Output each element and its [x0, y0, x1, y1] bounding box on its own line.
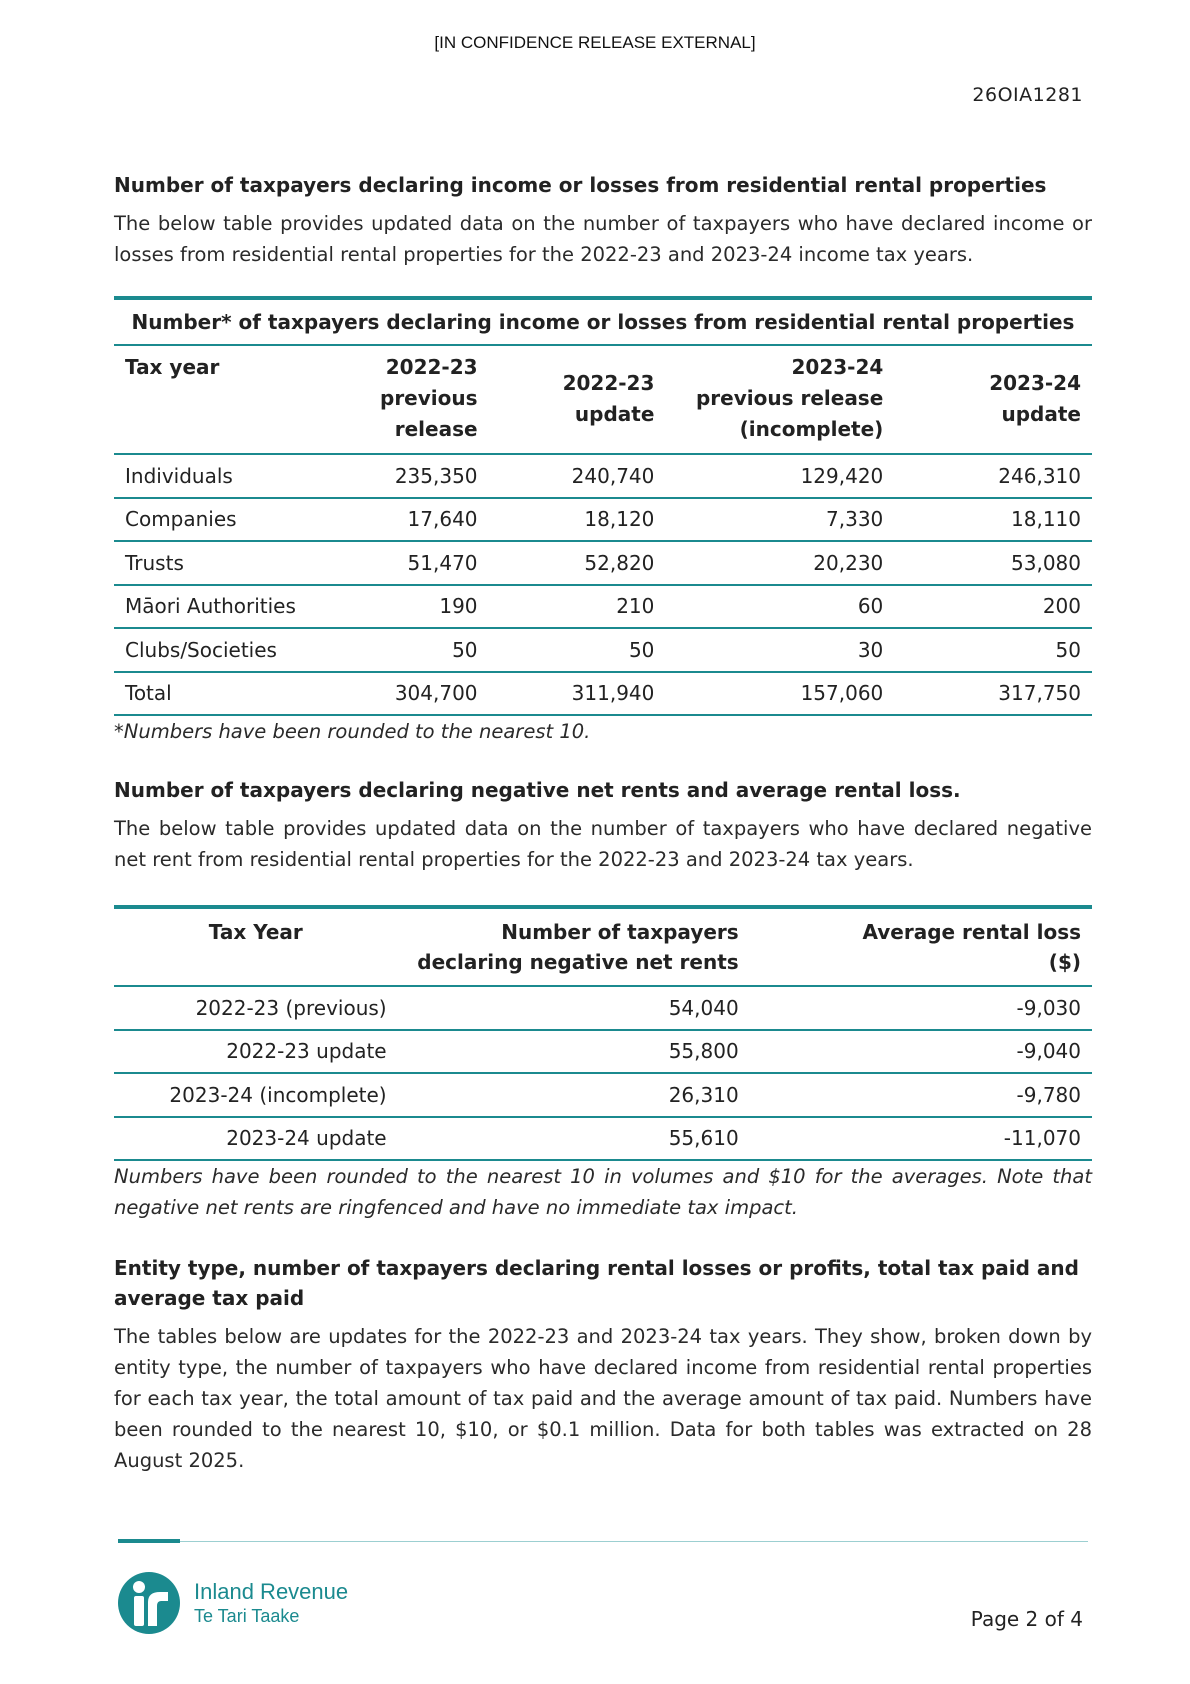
section1-heading: Number of taxpayers declaring income or losses from residential rental properties	[114, 173, 1047, 197]
table-cell: 52,820	[489, 541, 666, 585]
table-cell: 18,120	[489, 498, 666, 542]
table1-footnote: *Numbers have been rounded to the nearest 10.	[114, 720, 591, 743]
table-row	[114, 454, 1092, 498]
table-cell: Total	[114, 672, 322, 716]
org-name-maori: Te Tari Taake	[194, 1606, 300, 1626]
org-name: Inland Revenue	[194, 1579, 349, 1604]
classification-banner: [IN CONFIDENCE RELEASE EXTERNAL]	[434, 33, 756, 52]
table-cell: 2023-24 update	[114, 1117, 398, 1161]
footer-divider-accent	[118, 1539, 180, 1543]
table2-header-row	[114, 907, 1092, 986]
table-cell: 7,330	[665, 498, 894, 542]
table-row	[114, 541, 1092, 585]
table-cell: Clubs/Societies	[114, 628, 322, 672]
footer-divider	[118, 1541, 1088, 1542]
table-cell: 53,080	[894, 541, 1092, 585]
page-number: Page 2 of 4	[970, 1607, 1083, 1631]
table-cell: 200	[894, 585, 1092, 629]
table-cell: -9,040	[750, 1030, 1092, 1074]
table1-header-2022-23-previous: 2022-23 previous release	[322, 345, 488, 454]
table-cell: 54,040	[398, 986, 750, 1030]
table-cell: 26,310	[398, 1073, 750, 1117]
rental-income-table	[114, 296, 1092, 716]
table1-header-2023-24-previous: 2023-24 previous release (incomplete)	[665, 345, 894, 454]
table-cell: 50	[894, 628, 1092, 672]
table-row	[114, 986, 1092, 1030]
table-cell: Māori Authorities	[114, 585, 322, 629]
table-row	[114, 1030, 1092, 1074]
table-cell: 2022-23 update	[114, 1030, 398, 1074]
table-cell: 157,060	[665, 672, 894, 716]
table-cell: 60	[665, 585, 894, 629]
section1-body: The below table provides updated data on the number of taxpayers who have declared income or losses from residential rental properties for the 2022-23 and 2023-24 income tax years.	[114, 212, 1092, 266]
table-row	[114, 1117, 1092, 1161]
table-cell: 317,750	[894, 672, 1092, 716]
reference-number: 26OIA1281	[972, 84, 1083, 106]
table-cell: -9,030	[750, 986, 1092, 1030]
org-logo-text	[194, 1579, 348, 1627]
table1-header-2022-23-update: 2022-23 update	[489, 345, 666, 454]
section2-heading: Number of taxpayers declaring negative net rents and average rental loss.	[114, 778, 961, 802]
table-cell: 55,800	[398, 1030, 750, 1074]
negative-net-rents-table	[114, 905, 1092, 1161]
table-cell: 18,110	[894, 498, 1092, 542]
table-cell: 190	[322, 585, 488, 629]
table-cell: 240,740	[489, 454, 666, 498]
table-cell: 246,310	[894, 454, 1092, 498]
table1-caption: Number* of taxpayers declaring income or losses from residential rental properties	[114, 298, 1092, 345]
table-cell: Individuals	[114, 454, 322, 498]
table-cell: -9,780	[750, 1073, 1092, 1117]
table-cell: 50	[322, 628, 488, 672]
table2-header-number: Number of taxpayers declaring negative net rents	[398, 907, 750, 986]
table-cell: 55,610	[398, 1117, 750, 1161]
table-cell: 51,470	[322, 541, 488, 585]
table-cell: Trusts	[114, 541, 322, 585]
document-content	[114, 170, 1092, 1476]
table-cell: 235,350	[322, 454, 488, 498]
section3-heading: Entity type, number of taxpayers declaring rental losses or profits, total tax paid and average tax paid	[114, 1256, 1079, 1310]
table1-header-row	[114, 345, 1092, 454]
table-row-total	[114, 672, 1092, 716]
table-cell: 129,420	[665, 454, 894, 498]
table-cell: 20,230	[665, 541, 894, 585]
table2-header-average-loss: Average rental loss ($)	[750, 907, 1092, 986]
table-cell: -11,070	[750, 1117, 1092, 1161]
table-cell: 311,940	[489, 672, 666, 716]
table-cell: 2022-23 (previous)	[114, 986, 398, 1030]
table1-header-2023-24-update: 2023-24 update	[894, 345, 1092, 454]
table-cell: 50	[489, 628, 666, 672]
table-cell: 2023-24 (incomplete)	[114, 1073, 398, 1117]
table-row	[114, 1073, 1092, 1117]
table2-header-tax-year: Tax Year	[114, 907, 398, 986]
table-cell: 210	[489, 585, 666, 629]
table-cell: 17,640	[322, 498, 488, 542]
table1-header-tax-year: Tax year	[114, 345, 322, 454]
table-cell: Companies	[114, 498, 322, 542]
table-cell: 304,700	[322, 672, 488, 716]
table-cell: 30	[665, 628, 894, 672]
inland-revenue-logo-icon	[118, 1572, 180, 1634]
section2-body: The below table provides updated data on the number of taxpayers who have declared negative net rent from residential rental properties for the 2022-23 and 2023-24 tax years.	[114, 817, 1092, 871]
table2-footnote: Numbers have been rounded to the nearest 10 in volumes and $10 for the averages. Note that negative net rents are ringfenced and have no immediate tax impact.	[114, 1165, 1092, 1219]
table-row	[114, 585, 1092, 629]
section3-body: The tables below are updates for the 2022-23 and 2023-24 tax years. They show, broken down by entity type, the number of taxpayers who have declared income from residential rental properties for each tax year, the total amount of tax paid and the average amount of tax paid. Numbers have been rounded to the nearest 10, $10, or $0.1 million. Data for both tables was extracted on 28 August 2025.	[114, 1325, 1092, 1472]
table-row	[114, 498, 1092, 542]
table-row	[114, 628, 1092, 672]
